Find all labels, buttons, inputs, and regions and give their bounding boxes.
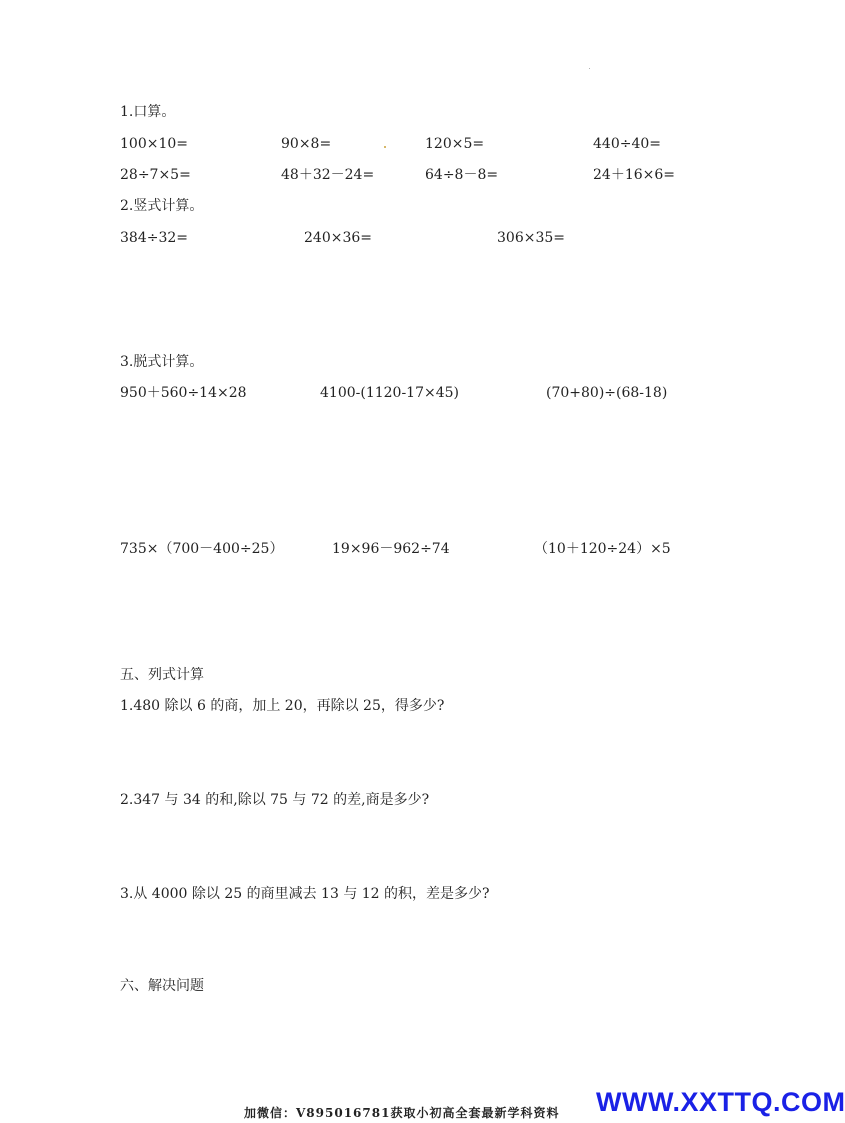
site-logo-text: WWW.XXTTQ.COM	[596, 1087, 845, 1117]
oral-calc-item: 90×8=	[281, 136, 332, 152]
oral-calc-item: 24＋16×6=	[593, 167, 675, 183]
section-2-title: 2.竖式计算。	[120, 198, 204, 214]
oral-calc-item: 120×5=	[425, 136, 485, 152]
word-calc-question: 3.从 4000 除以 25 的商里减去 13 与 12 的积，差是多少?	[120, 886, 490, 902]
word-calc-question: 2.347 与 34 的和,除以 75 与 72 的差,商是多少?	[120, 792, 430, 808]
oral-calc-item: 64÷8－8=	[425, 167, 499, 183]
stepwise-calc-item: 950＋560÷14×28	[120, 385, 247, 401]
stepwise-calc-item: 4100-(1120-17×45)	[320, 385, 460, 401]
section-6-title: 六、解决问题	[120, 978, 204, 994]
word-calc-question: 1.480 除以 6 的商，加上 20，再除以 25，得多少?	[120, 698, 445, 714]
oral-calc-item: 28÷7×5=	[120, 167, 191, 183]
stepwise-calc-item: 19×96－962÷74	[332, 541, 450, 557]
scan-speck	[384, 146, 386, 148]
section-5-title: 五、列式计算	[120, 667, 204, 683]
section-3-title: 3.脱式计算。	[120, 354, 204, 370]
scan-speck	[589, 68, 590, 69]
stepwise-calc-item: (70+80)÷(68-18)	[546, 385, 668, 401]
oral-calc-item: 48＋32－24=	[281, 167, 375, 183]
footer-contact-note: 加微信：V895016781获取小初高全套最新学科资料	[244, 1106, 560, 1120]
stepwise-calc-item: （10＋120÷24）×5	[534, 541, 671, 557]
section-1-title: 1.口算。	[120, 104, 176, 120]
oral-calc-item: 440÷40=	[593, 136, 661, 152]
vertical-calc-item: 240×36=	[304, 230, 372, 246]
oral-calc-item: 100×10=	[120, 136, 188, 152]
vertical-calc-item: 306×35=	[497, 230, 565, 246]
vertical-calc-item: 384÷32=	[120, 230, 188, 246]
stepwise-calc-item: 735×（700－400÷25）	[120, 541, 284, 557]
